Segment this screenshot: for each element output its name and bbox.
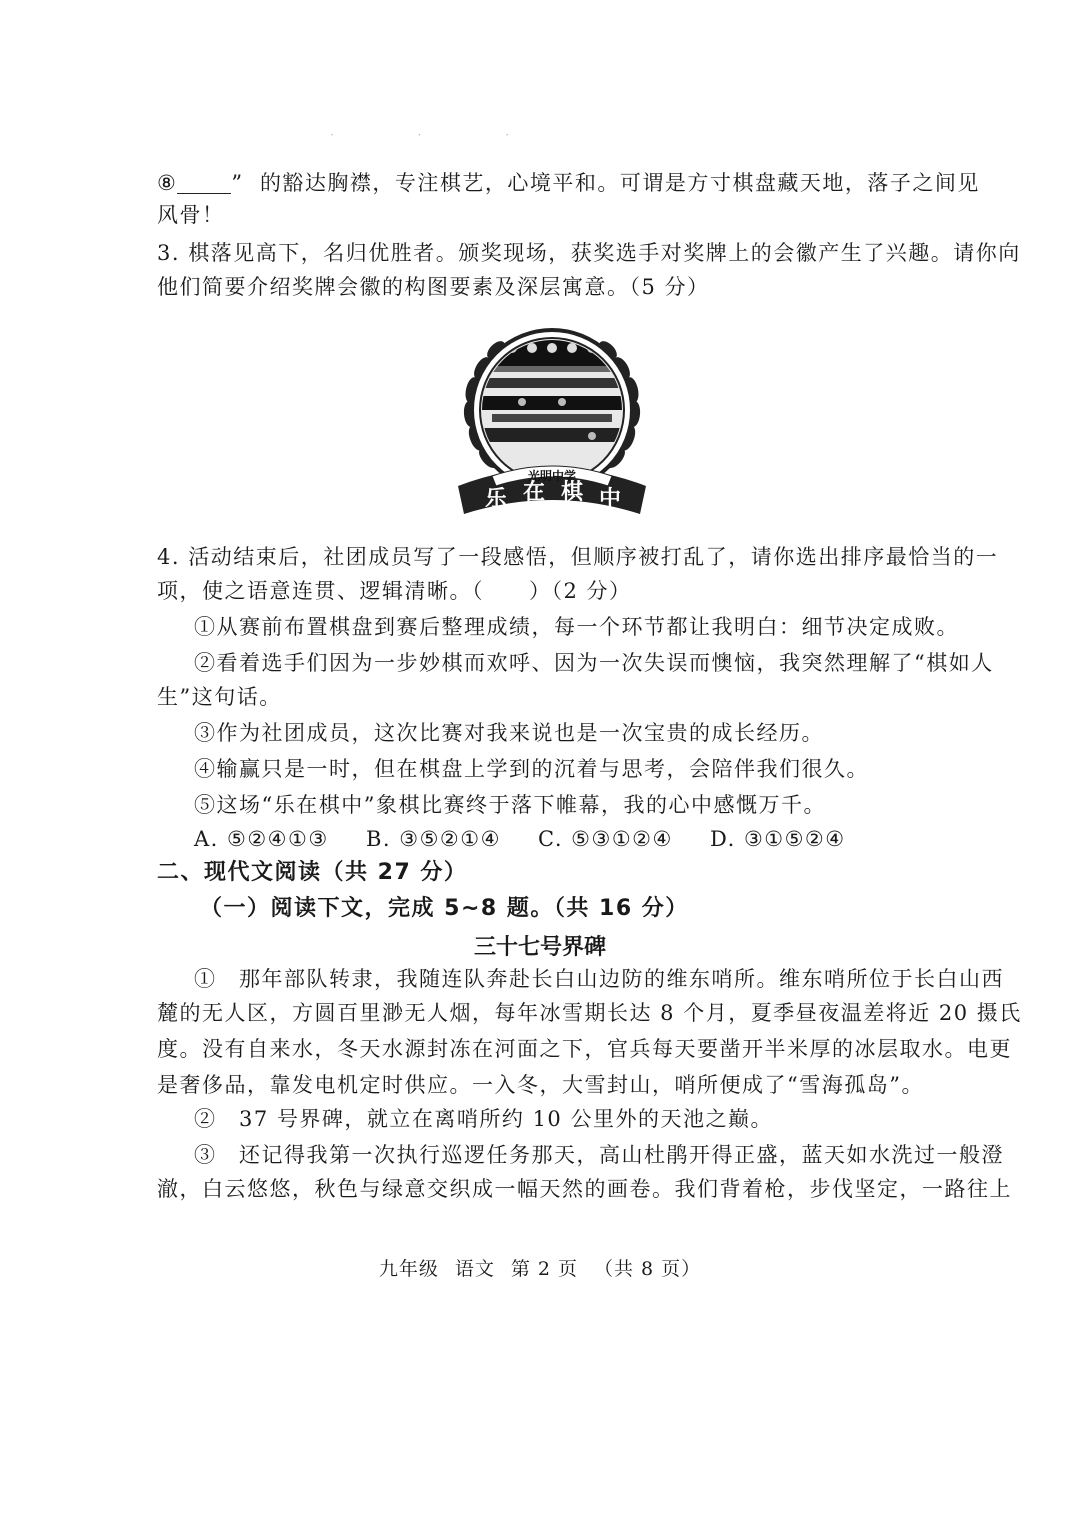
article-line-3: 度。没有自来水，冬天水源封冻在河面之下，官兵每天要凿开半米厚的冰层取水。电更 [157,1037,1012,1061]
page-footer [0,1254,1080,1281]
q2-tail-text: 的豁达胸襟，专注棋艺，心境平和。可谓是方寸棋盘藏天地，落子之间见 [259,171,980,195]
article-line-6: ③ 还记得我第一次执行巡逻任务那天，高山杜鹃开得正盛，蓝天如水洗过一般澄 [194,1143,1004,1167]
article-line-2: 麓的无人区，方圆百里渺无人烟，每年冰雪期长达 8 个月，夏季昼夜温差将近 20 摄氏 [157,1001,1022,1025]
q4-item-1: ①从赛前布置棋盘到赛后整理成绩，每一个环节都让我明白：细节决定成败。 [194,615,959,639]
option-d[interactable]: D. ③①⑤②④ [710,827,846,851]
footer-grade: 九年级 [378,1258,439,1280]
footer-page: 第 2 页 [510,1258,579,1280]
q4-item-5: ⑤这场“乐在棋中”象棋比赛终于落下帷幕，我的心中感慨万千。 [194,793,826,817]
q4-item-3: ③作为社团成员，这次比赛对我来说也是一次宝贵的成长经历。 [194,721,824,745]
article-title: 三十七号界碑 [473,935,606,960]
subsection-heading: （一）阅读下文，完成 5~8 题。（共 16 分） [200,896,689,921]
emblem-char-1: 乐 [484,487,508,512]
scan-speckles: · · · [330,128,550,142]
article-line-1: ① 那年部队转隶，我随连队奔赴长白山边防的维东哨所。维东哨所位于长白山西 [194,967,1004,991]
section-heading: 二、现代文阅读（共 27 分） [157,860,468,885]
option-b[interactable]: B. ③⑤②①④ [366,827,501,851]
article-line-7: 澈，白云悠悠，秋色与绿意交织成一幅天然的画卷。我们背着枪，步伐坚定，一路往上 [157,1177,1012,1201]
q2-tail-line-2: 风骨！ [157,203,225,227]
footer-total: （共 8 页） [594,1258,702,1280]
q4-item-4: ④输赢只是一时，但在棋盘上学到的沉着与思考，会陪伴我们很久。 [194,757,869,781]
quote-close: ” [231,171,244,195]
option-c[interactable]: C. ⑤③①②④ [538,827,673,851]
option-a[interactable]: A. ⑤②④①③ [194,827,329,851]
q4-options [194,824,846,854]
footer-subject: 语文 [454,1258,495,1280]
fill-blank[interactable] [177,171,231,194]
q2-tail-line-1 [157,168,980,198]
emblem-school: 光明中学 [527,469,577,483]
article-line-4: 是奢侈品，靠发电机定时供应。一入冬，大雪封山，哨所便成了“雪海孤岛”。 [157,1073,924,1097]
q4-line-1: 4. 活动结束后，社团成员写了一段感悟，但顺序被打乱了，请你选出排序最恰当的一 [157,545,999,569]
emblem-char-3: 棋 [560,480,584,505]
medal-emblem [452,318,652,528]
q3-line-1: 3. 棋落见高下，名归优胜者。颁奖现场，获奖选手对奖牌上的会徽产生了兴趣。请你向 [157,241,1021,265]
q4-item-2-cont: 生”这句话。 [157,685,282,709]
q4-item-2: ②看着选手们因为一步妙棋而欢呼、因为一次失误而懊恼，我突然理解了“棋如人 [194,651,994,675]
article-line-5: ② 37 号界碑，就立在离哨所约 10 公里外的天池之巅。 [194,1107,773,1131]
circled-number: ⑧ [157,171,178,195]
emblem-char-4: 中 [598,487,622,512]
q3-line-2: 他们简要介绍奖牌会徽的构图要素及深层寓意。（5 分） [157,275,710,299]
q4-line-2: 项，使之语意连贯、逻辑清晰。（ ）（2 分） [157,579,632,603]
emblem-char-2: 在 [522,480,546,505]
